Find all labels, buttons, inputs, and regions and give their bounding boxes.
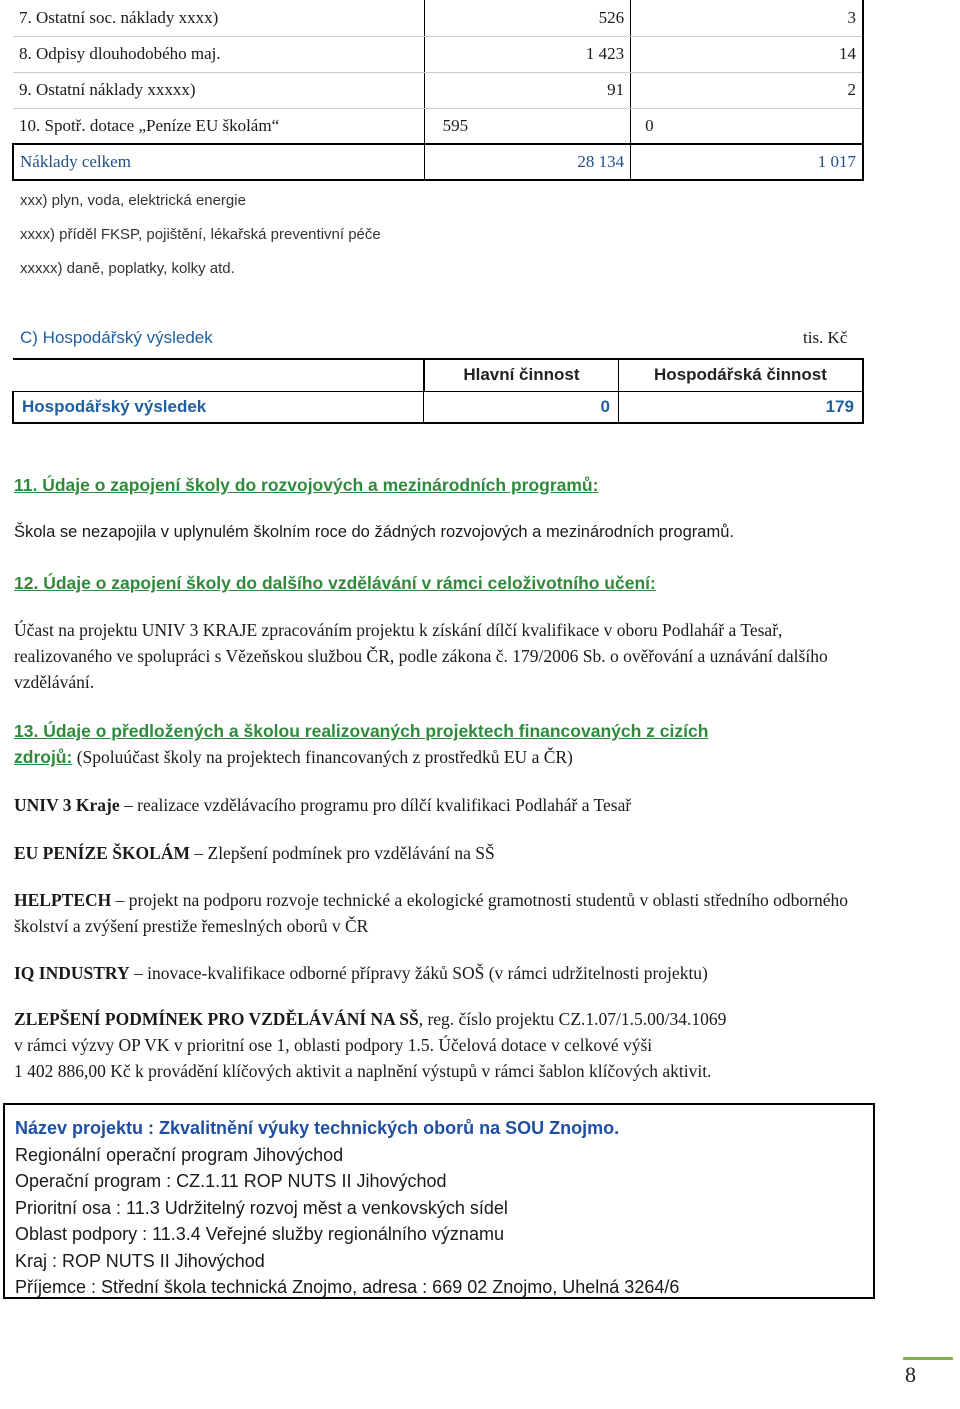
note-line: xxxxx) daně, poplatky, kolky atd. [20, 260, 235, 277]
project-item [14, 887, 854, 939]
project-line: Prioritní osa : 11.3 Udržitelný rozvoj měst a venkovských sídel [15, 1197, 508, 1218]
header-econ: Hospodářská činnost [618, 359, 863, 391]
section-heading: 11. Údaje o zapojení školy do rozvojových a mezinárodních programů: [14, 475, 599, 495]
result-main-value: 0 [424, 391, 619, 423]
page-number-rule [903, 1357, 953, 1360]
header-main: Hlavní činnost [424, 359, 619, 391]
project-line: Oblast podpory : 11.3.4 Veřejné služby regionálního významu [15, 1224, 504, 1244]
row-label: 8. Odpisy dlouhodobého maj. [13, 36, 424, 72]
project-name: ZLEPŠENÍ PODMÍNEK PRO VZDĚLÁVÁNÍ NA SŠ [14, 1009, 419, 1029]
row-label: 7. Ostatní soc. náklady xxxx) [13, 0, 424, 36]
heading-line-2: zdrojů: [14, 747, 73, 767]
row-label: 9. Ostatní náklady xxxxx) [13, 72, 424, 108]
project-item [14, 840, 854, 866]
empty-header-cell [13, 359, 424, 391]
section-13 [14, 718, 854, 1084]
project-name: IQ INDUSTRY [14, 963, 130, 983]
result-row [13, 391, 863, 423]
project-desc-line: 1 402 886,00 Kč k provádění klíčových aktivit a naplnění výstupů v rámci šablon klíčových aktivit. [14, 1061, 712, 1081]
total-label: Náklady celkem [13, 144, 424, 180]
page-number: 8 [905, 1362, 916, 1387]
heading-note: (Spoluúčast školy na projektech financovaných z prostředků EU a ČR) [72, 747, 573, 767]
result-header-row [13, 359, 863, 391]
heading-line-1: 13. Údaje o předložených a školou realizovaných projektech financovaných z cizích [14, 721, 709, 741]
project-name: HELPTECH [14, 890, 112, 910]
project-item [14, 960, 854, 986]
row-main-value: 526 [424, 0, 631, 36]
result-table [12, 358, 864, 424]
table-row [13, 72, 863, 108]
cost-notes [20, 190, 381, 292]
row-econ-value: 0 [631, 108, 863, 144]
total-main-value: 28 134 [424, 144, 631, 180]
note-line: xxx) plyn, voda, elektrická energie [20, 192, 246, 209]
note-line: xxxx) příděl FKSP, pojištění, lékařská preventivní péče [20, 226, 381, 243]
project-title: Název projektu : Zkvalitnění výuky technických oborů na SOU Znojmo. [15, 1118, 620, 1138]
result-row-label: Hospodářský výsledek [13, 391, 424, 423]
cost-table [12, 0, 864, 181]
row-label: 10. Spotř. dotace „Peníze EU školám“ [13, 108, 424, 144]
project-desc: , reg. číslo projektu CZ.1.07/1.5.00/34.1069 [418, 1009, 727, 1029]
section-12 [14, 570, 854, 695]
result-title: C) Hospodářský výsledek [20, 328, 213, 347]
section-11 [14, 472, 854, 545]
project-line: Kraj : ROP NUTS II Jihovýchod [15, 1250, 265, 1271]
project-desc: – inovace-kvalifikace odborné přípravy žáků SOŠ (v rámci udržitelnosti projektu) [129, 963, 708, 983]
row-main-value: 91 [424, 72, 631, 108]
total-econ-value: 1 017 [631, 144, 863, 180]
row-econ-value: 2 [631, 72, 863, 108]
project-name: UNIV 3 Kraje [14, 795, 120, 815]
section-text: Účast na projektu UNIV 3 KRAJE zpracováním projektu k získání dílčí kvalifikace v oboru Podlahář a Tesař, realizovaného ve spolupráci s Vězeňskou službou ČR, podle zákona č. 179/2006 Sb. o ověřování a uznávání dalšího vzdělávání. [14, 620, 828, 692]
project-name: EU PENÍZE ŠKOLÁM [14, 843, 190, 863]
table-row [13, 108, 863, 144]
project-info-box [3, 1103, 875, 1299]
project-item [14, 1006, 854, 1084]
total-row [13, 144, 863, 180]
result-unit: tis. Kč [803, 328, 848, 347]
project-desc-line: v rámci výzvy OP VK v prioritní ose 1, oblasti podpory 1.5. Účelová dotace v celkové výši [14, 1035, 653, 1055]
row-main-value: 1 423 [424, 36, 631, 72]
section-heading: 12. Údaje o zapojení školy do dalšího vzdělávání v rámci celoživotního učení: [14, 573, 656, 593]
project-line: Příjemce : Střední škola technická Znojmo, adresa : 669 02 Znojmo, Uhelná 3264/6 [15, 1277, 680, 1297]
row-main-value: 595 [424, 108, 631, 144]
section-text: Škola se nezapojila v uplynulém školním roce do žádných rozvojových a mezinárodních programů. [14, 523, 734, 541]
project-line: Regionální operační program Jihovýchod [15, 1144, 344, 1165]
result-econ-value: 179 [618, 391, 863, 423]
row-econ-value: 14 [631, 36, 863, 72]
table-row [13, 36, 863, 72]
project-desc: – projekt na podporu rozvoje technické a ekologické gramotnosti studentů v oblasti středního odborného školství a zvýšení prestiže řemeslných oborů v ČR [14, 890, 849, 936]
project-item [14, 792, 854, 818]
project-desc: – realizace vzdělávacího programu pro dílčí kvalifikaci Podlahář a Tesař [119, 795, 632, 815]
row-econ-value: 3 [631, 0, 863, 36]
project-desc: – Zlepšení podmínek pro vzdělávání na SŠ [190, 843, 495, 863]
project-line: Operační program : CZ.1.11 ROP NUTS II Jihovýchod [15, 1171, 447, 1191]
section-heading [14, 718, 854, 770]
table-row [13, 0, 863, 36]
